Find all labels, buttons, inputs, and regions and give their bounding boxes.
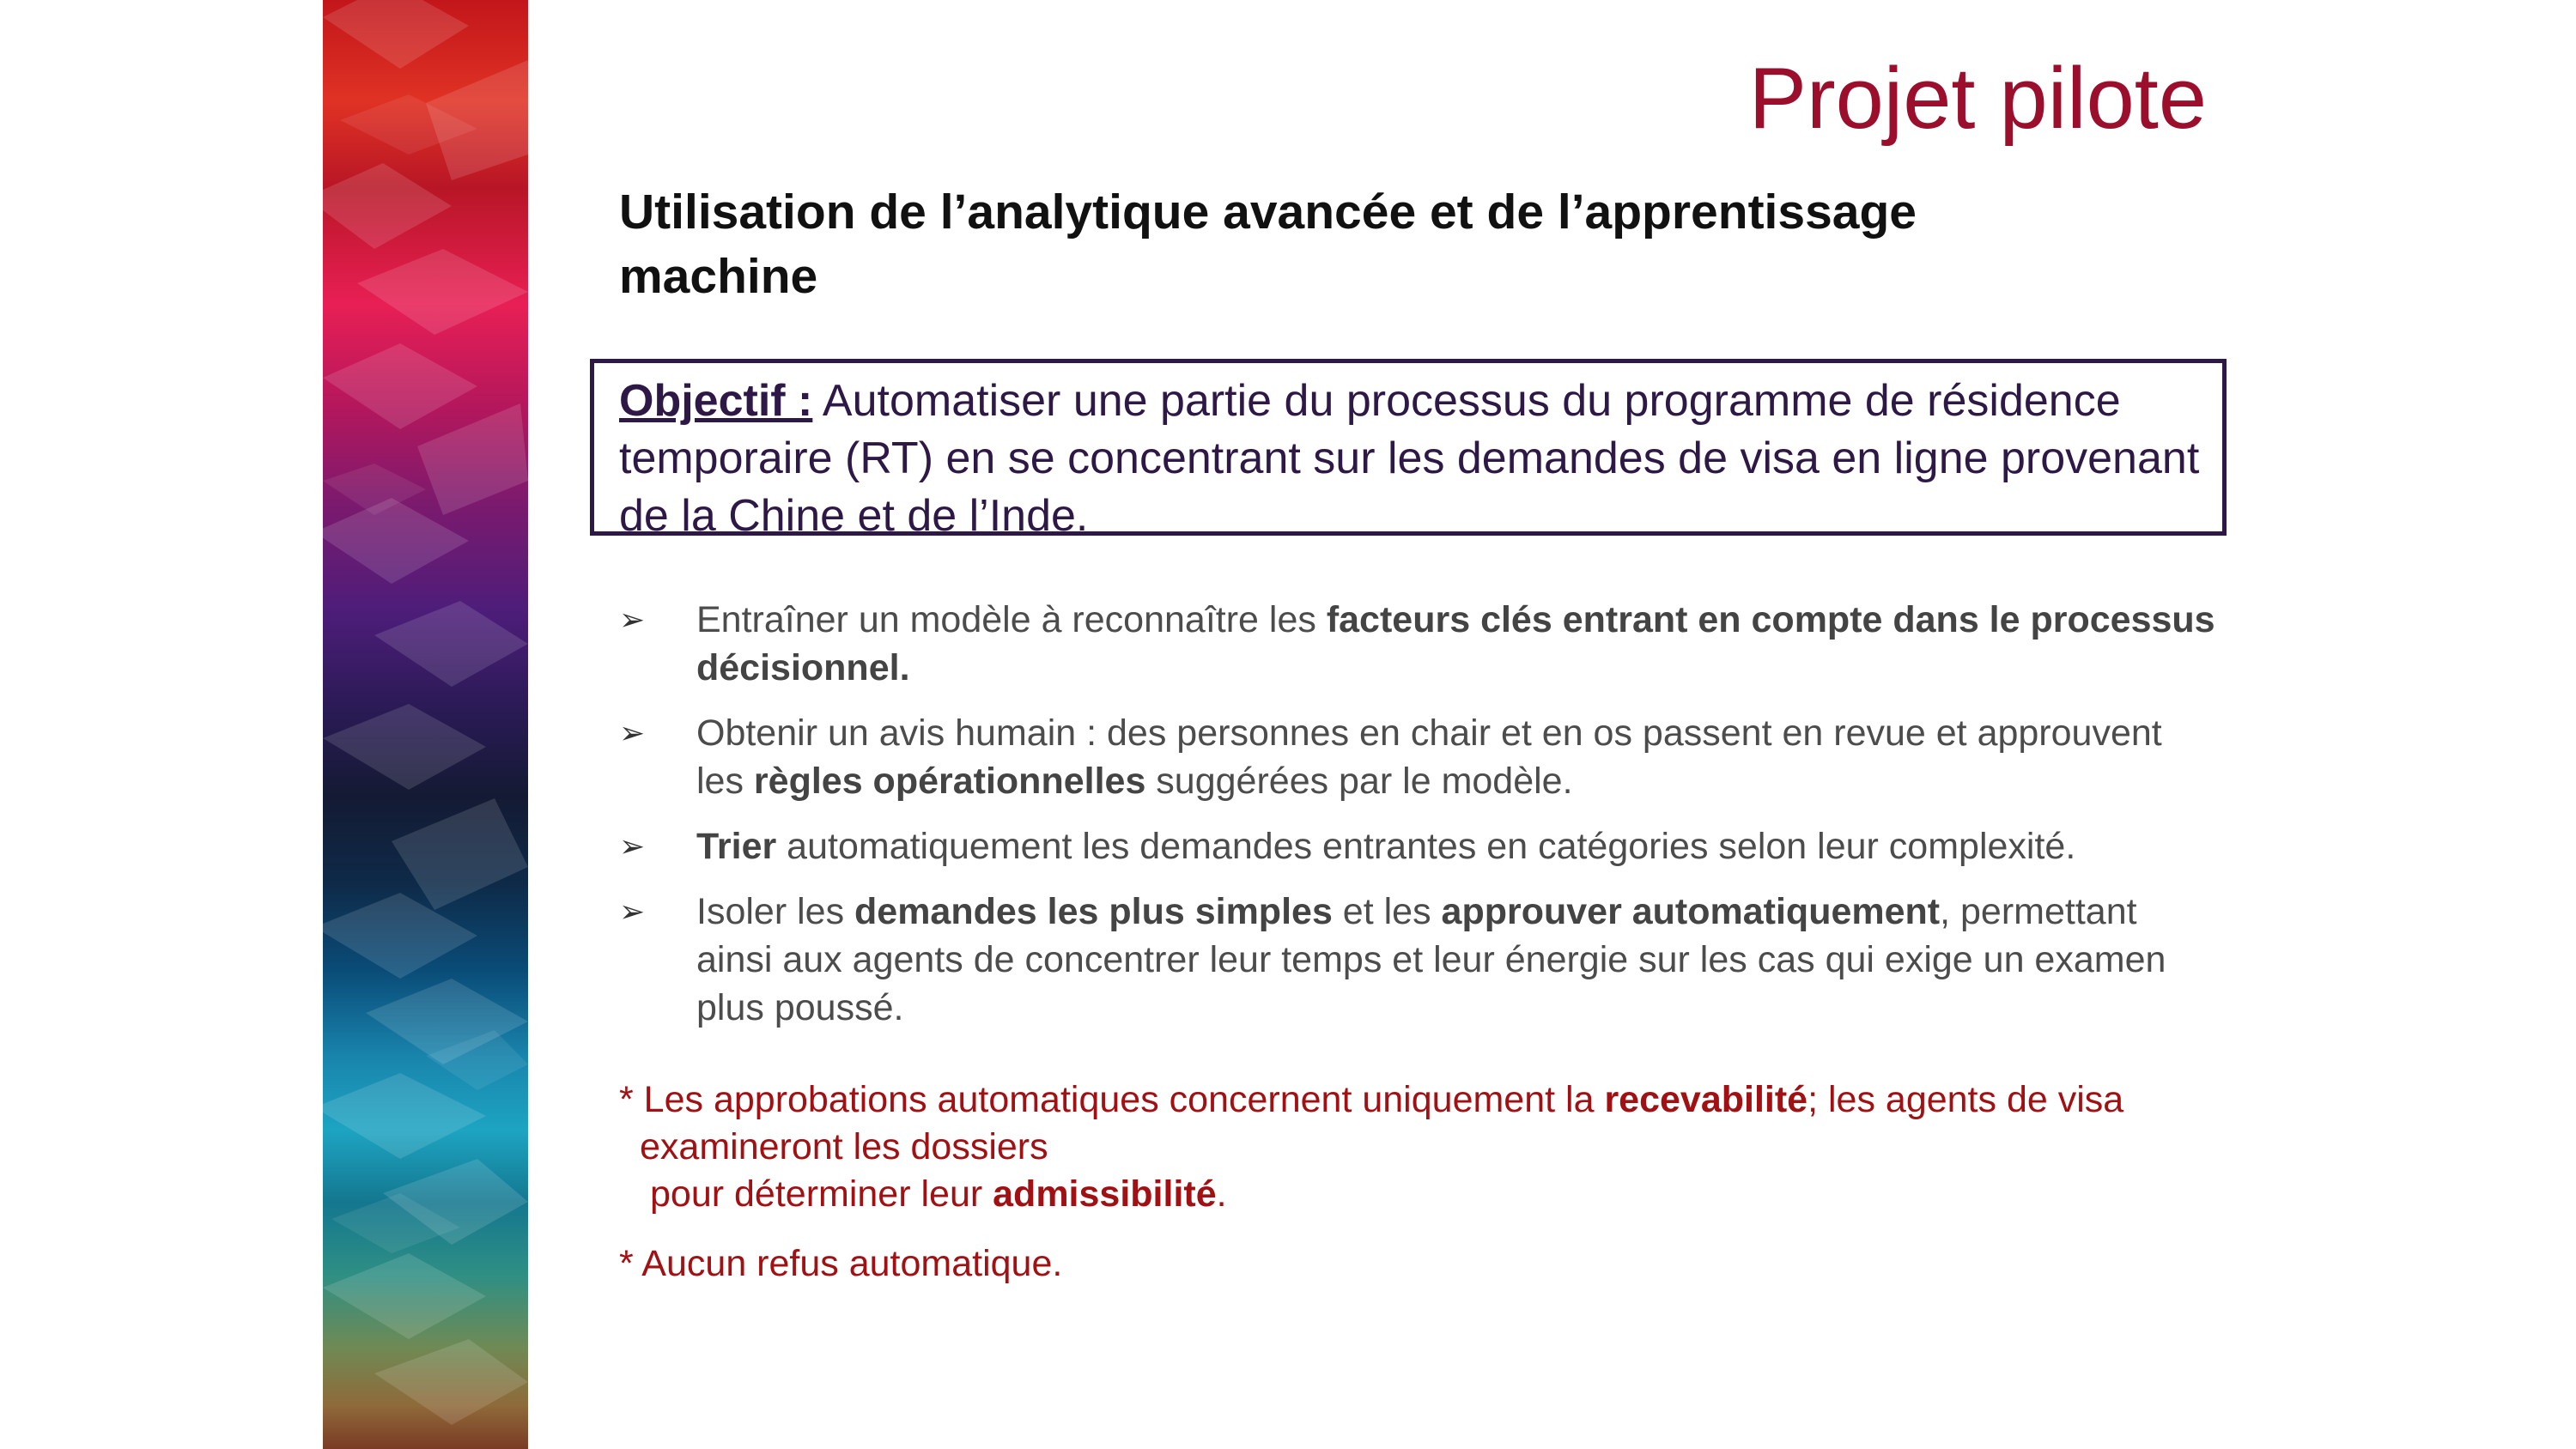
bullet-text: , permettant ainsi aux agents de concentrer leur temps et leur énergie sur les cas qui exige un examen plus poussé. [696, 891, 2166, 1028]
footnote-text: ; les agents de visa [1807, 1079, 2124, 1120]
bullet-text-bold: règles opérationnelles [753, 761, 1146, 802]
arrowhead-bullet-icon: ➢ [619, 602, 646, 637]
footnote-text: . [1216, 1173, 1227, 1215]
footnote-approvals-line3 [619, 1171, 2233, 1218]
footnote-text-bold: recevabilité [1604, 1079, 1808, 1120]
slide-title: Projet pilote [1748, 51, 2207, 147]
bullet-text: Entraîner un modèle à reconnaître les [696, 599, 1327, 640]
objective-label: Objectif : [619, 376, 813, 426]
bullet-text: suggérées par le modèle. [1145, 761, 1573, 802]
bullet-text-bold: demandes les plus simples [854, 891, 1333, 932]
footnotes [619, 1076, 2233, 1288]
bullet-text: automatiquement les demandes entrantes en catégories selon leur complexité. [776, 826, 2076, 867]
bullet-text-bold: approuver automatiquement [1441, 891, 1941, 932]
arrowhead-bullet-icon: ➢ [619, 715, 646, 750]
footnote-no-refusal: * Aucun refus automatique. [619, 1243, 1063, 1284]
footnote-approvals-line2: examineront les dossiers [640, 1126, 1048, 1167]
bullet-item [619, 888, 2216, 1032]
bullet-text-bold: facteurs clés entrant en compte dans le processus décisionnel. [696, 599, 2215, 688]
arrowhead-bullet-icon: ➢ [619, 828, 646, 864]
bullet-item [619, 709, 2216, 805]
objective-text: Automatiser une partie du processus du programme de résidence temporaire (RT) en se concentrant sur les demandes de visa en ligne provenant de la Chine et de l’Inde. [619, 376, 2200, 541]
bullet-text-bold: Trier [696, 826, 777, 867]
bullet-list [619, 596, 2216, 1049]
footnote-approvals [619, 1076, 2233, 1124]
objective-statement [619, 373, 2233, 545]
bullet-text: Obtenir un avis humain : des personnes en chair et en os passent en revue et approuvent les [696, 712, 2162, 802]
bullet-text: Isoler les [696, 891, 855, 932]
geometric-pattern-decoration [323, 0, 528, 1449]
footnote-text: pour déterminer leur [650, 1173, 993, 1215]
footnote-text-bold: admissibilité [993, 1173, 1217, 1215]
footnote-text: * Les approbations automatiques concernent uniquement la [619, 1079, 1605, 1120]
arrowhead-bullet-icon: ➢ [619, 894, 646, 929]
bullet-item [619, 596, 2216, 692]
decorative-side-band [323, 0, 528, 1449]
slide-subtitle: Utilisation de l’analytique avancée et de l’apprentissage machine [619, 185, 1917, 304]
bullet-item [619, 822, 2216, 870]
bullet-text: et les [1332, 891, 1442, 932]
